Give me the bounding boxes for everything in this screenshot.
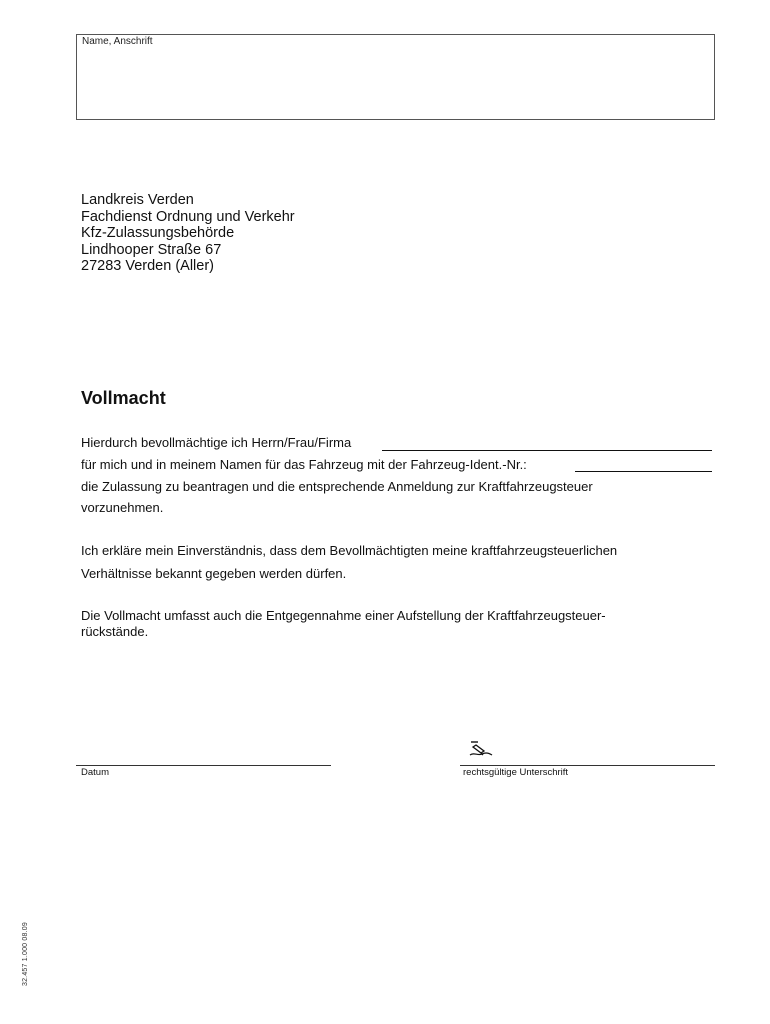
signature-field[interactable] (460, 765, 715, 766)
signature-label: rechtsgültige Unterschrift (463, 767, 569, 778)
consent-line-2: Verhältnisse bekannt gegeben werden dürfen. (81, 566, 347, 581)
address-line-5: 27283 Verden (Aller) (81, 258, 214, 274)
scope-line-1: Die Vollmacht umfasst auch die Entgegennahme einer Aufstellung der Kraftfahrzeugsteuer- (81, 608, 606, 623)
name-address-box[interactable] (76, 34, 715, 120)
address-line-2: Fachdienst Ordnung und Verkehr (81, 208, 295, 225)
recipient-address (81, 192, 295, 275)
authorization-line-4: vorzunehmen. (81, 500, 164, 515)
scope-line-2: rückstände. (81, 624, 149, 639)
address-line-3: Kfz-Zulassungsbehörde (81, 225, 235, 241)
address-line-4: Lindhooper Straße 67 (81, 241, 222, 258)
form-code: 32.457 1.000 08.09 (22, 922, 29, 986)
consent-line-1: Ich erkläre mein Einverständnis, dass dem Bevollmächtigten meine kraftfahrzeugsteuerlichen (81, 543, 618, 558)
pen-signature-icon (469, 739, 493, 757)
authorization-line-3: die Zulassung zu beantragen und die entsprechende Anmeldung zur Kraftfahrzeugsteuer (81, 479, 593, 494)
proxy-name-field[interactable] (382, 450, 712, 451)
vehicle-id-field[interactable] (575, 471, 712, 472)
date-label: Datum (81, 767, 109, 778)
name-address-label: Name, Anschrift (82, 36, 153, 47)
document-title: Vollmacht (81, 388, 166, 408)
authorization-line-1: Hierdurch bevollmächtige ich Herrn/Frau/Firma (81, 435, 352, 450)
authorization-line-2: für mich und in meinem Namen für das Fahrzeug mit der Fahrzeug-Ident.-Nr.: (81, 457, 527, 472)
address-line-1: Landkreis Verden (81, 192, 194, 208)
date-field[interactable] (76, 765, 331, 766)
